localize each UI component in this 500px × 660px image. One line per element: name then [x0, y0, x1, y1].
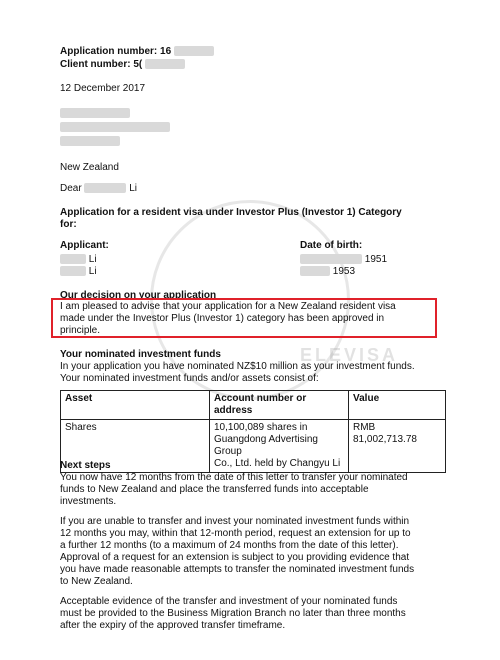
decision-heading: Our decision on your application — [60, 290, 217, 301]
paragraph-line: must be provided to the Business Migration Branch no later than three months — [60, 608, 406, 619]
applicant-name: Li — [60, 266, 97, 278]
application-title: Application for a resident visa under Investor Plus (Investor 1) Category — [60, 207, 402, 218]
table-header: Value — [349, 391, 446, 420]
address-redacted — [60, 122, 170, 134]
table-cell-asset: Shares — [61, 420, 210, 473]
address-redacted — [60, 136, 120, 148]
paragraph-line: If you are unable to transfer and invest your nominated investment funds within — [60, 516, 410, 527]
decision-text: made under the Investor Plus (Investor 1) category has been approved in — [60, 313, 385, 324]
redaction — [174, 46, 214, 56]
paragraph-line: funds to New Zealand and place the transferred funds into acceptable — [60, 484, 369, 495]
funds-heading: Your nominated investment funds — [60, 349, 221, 360]
application-title-cont: for: — [60, 219, 77, 230]
applicant-name: Li — [60, 254, 97, 266]
applicant-dob: 1953 — [300, 266, 355, 278]
redaction — [84, 183, 126, 193]
paragraph-line: to New Zealand. — [60, 576, 133, 587]
next-steps-heading: Next steps — [60, 460, 111, 471]
dob-label: Date of birth: — [300, 240, 363, 251]
decision-text: principle. — [60, 325, 101, 336]
client-number: Client number: 5( — [60, 59, 185, 71]
address-redacted — [60, 108, 130, 120]
watermark-text: ELEVISA — [300, 345, 399, 365]
paragraph-line: Approval of a request for an extension is subject to you providing evidence that — [60, 552, 410, 563]
applicant-dob: 1951 — [300, 254, 387, 266]
redaction — [145, 59, 185, 69]
table-cell-value: RMB 81,002,713.78 — [349, 420, 446, 473]
applicant-label: Applicant: — [60, 240, 109, 251]
paragraph-line: 12 months you may, within that 12-month period, request an extension for up to — [60, 528, 411, 539]
address-country: New Zealand — [60, 162, 119, 173]
table-cell-account: 10,100,089 shares in Guangdong Advertising Group Co., Ltd. held by Changyu Li — [210, 420, 349, 473]
salutation: Dear Li — [60, 183, 138, 194]
funds-table — [60, 390, 446, 473]
paragraph-line: Acceptable evidence of the transfer and investment of your nominated funds — [60, 596, 398, 607]
paragraph-line: investments. — [60, 496, 117, 507]
application-number: Application number: 16 — [60, 46, 214, 58]
letter-date: 12 December 2017 — [60, 83, 146, 94]
table-header-row — [61, 391, 446, 420]
table-header: Asset — [61, 391, 210, 420]
table-header: Account number or address — [210, 391, 349, 420]
paragraph-line: after the expiry of the approved transfer timeframe. — [60, 620, 286, 631]
table-row — [61, 420, 446, 473]
paragraph-line: you have made reasonable attempts to transfer the nominated investment funds — [60, 564, 415, 575]
funds-text: Your nominated investment funds and/or assets consist of: — [60, 373, 319, 384]
paragraph-line: a further 12 months (to a maximum of 24 months from the date of this letter). — [60, 540, 399, 551]
paragraph-line: You now have 12 months from the date of this letter to transfer your nominated — [60, 472, 408, 483]
decision-text: I am pleased to advise that your application for a New Zealand resident visa — [60, 301, 396, 312]
funds-text: In your application you have nominated NZ$10 million as your investment funds. — [60, 361, 415, 372]
